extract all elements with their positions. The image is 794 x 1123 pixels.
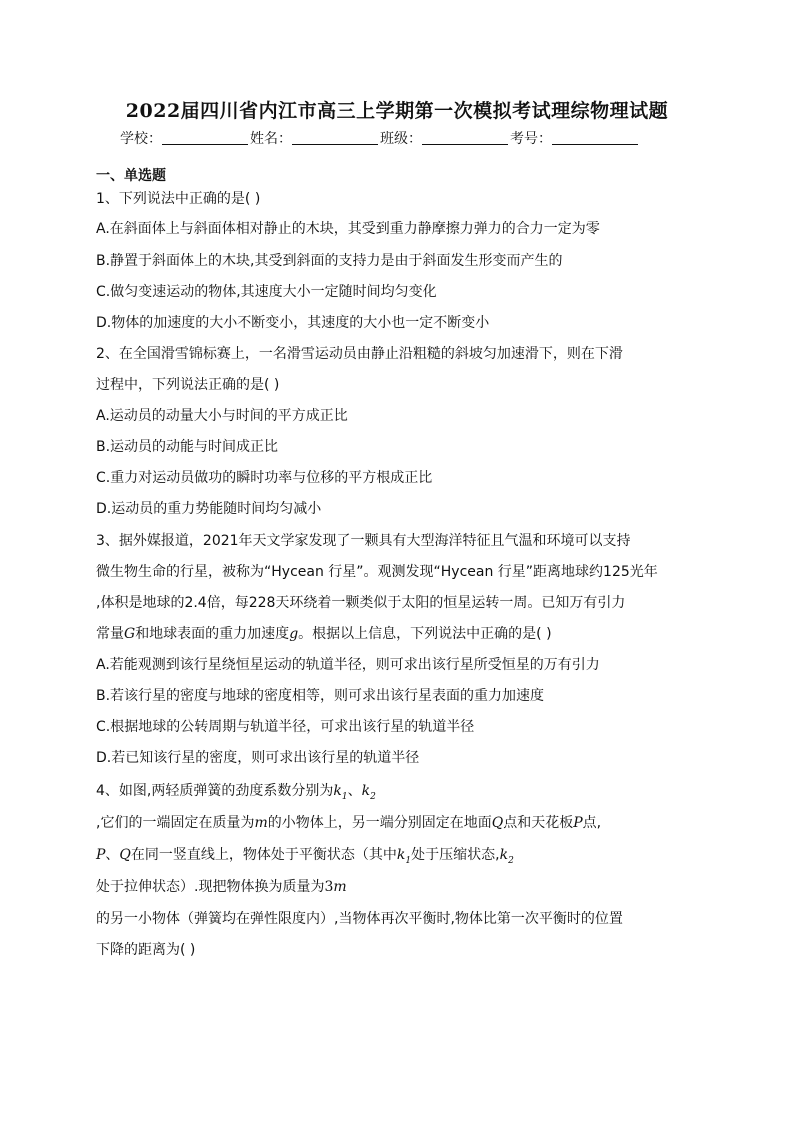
info-school: 学校： — [120, 128, 250, 148]
q4-stem-line1: 4、如图,两轻质弹簧的劲度系数分别为$k_1$、$k_2$ — [96, 783, 376, 802]
school-blank[interactable] — [162, 130, 248, 145]
q3-option-d: D.若已知该行星的密度，则可求出该行星的轨道半径 — [96, 750, 420, 766]
symbol-Q-2: Q — [119, 847, 131, 863]
q2-stem-line2: 过程中，下列说法正确的是( ) — [96, 377, 280, 393]
q1-stem: 1、下列说法中正确的是( ) — [96, 191, 261, 207]
q3-option-a: A.若能观测到该行星绕恒星运动的轨道半径，则可求出该行星所受恒星的万有引力 — [96, 657, 600, 673]
class-blank[interactable] — [422, 130, 508, 145]
symbol-k1: $k_1$ — [333, 783, 348, 802]
q4-stem-line4: 处于拉伸状态）.现把物体换为质量为3m — [96, 879, 347, 895]
q2-stem-line1: 2、在全国滑雪锦标赛上，一名滑雪运动员由静止沿粗糙的斜坡匀加速滑下，则在下滑 — [96, 346, 623, 362]
q2-option-c: C.重力对运动员做功的瞬时功率与位移的平方根成正比 — [96, 470, 433, 486]
info-exam-number: 考号： — [510, 128, 640, 148]
q2-option-b: B.运动员的动能与时间成正比 — [96, 439, 279, 455]
q3-stem-line3: ,体积是地球的2.4倍，每228天环绕着一颗类似于太阳的恒星运转一周。已知万有引力 — [96, 595, 626, 611]
q1-option-c: C.做匀变速运动的物体,其速度大小一定随时间均匀变化 — [96, 284, 437, 300]
symbol-k1-2: $k_1$ — [396, 847, 412, 866]
name-blank[interactable] — [292, 130, 378, 145]
symbol-m-2: m — [333, 879, 347, 895]
q4-stem-line3: P、Q在同一竖直线上，物体处于平衡状态（其中$k_1$处于压缩状态$,k_2$ — [96, 847, 514, 866]
symbol-G: G — [124, 626, 136, 642]
q2-option-d: D.运动员的重力势能随时间均匀减小 — [96, 501, 322, 517]
q4-stem-line5: 的另一小物体（弹簧均在弹性限度内）,当物体再次平衡时,物体比第一次平衡时的位置 — [96, 911, 623, 927]
q1-option-b: B.静置于斜面体上的木块,其受到斜面的支持力是由于斜面发生形变而产生的 — [96, 253, 563, 269]
q4-stem-line2: ,它们的一端固定在质量为m的小物体上，另一端分别固定在地面Q点和天花板P点, — [96, 815, 602, 831]
info-name: 姓名： — [250, 128, 380, 148]
symbol-k2: $k_2$ — [361, 783, 376, 802]
q3-stem-line2: 微生物生命的行星，被称为“Hycean 行星”。观测发现“Hycean 行星”距离地球约125光年 — [96, 564, 658, 580]
q3-stem-line1: 3、据外媒报道，2021年天文学家发现了一颗具有大型海洋特征且气温和环境可以支持 — [96, 533, 631, 549]
exam-number-blank[interactable] — [552, 130, 638, 145]
symbol-g: g — [289, 626, 299, 642]
mass-coefficient: 3 — [324, 879, 334, 895]
q3-option-b: B.若该行星的密度与地球的密度相等，则可求出该行星表面的重力加速度 — [96, 688, 545, 704]
student-info-line — [120, 128, 680, 148]
q3-stem-line4: 常量G和地球表面的重力加速度g。根据以上信息，下列说法中正确的是( ) — [96, 626, 552, 642]
symbol-Q: Q — [491, 815, 504, 831]
exam-title: 2022届四川省内江市高三上学期第一次模拟考试理综物理试题 — [125, 100, 669, 122]
symbol-P: P — [573, 815, 583, 831]
info-class: 班级： — [380, 128, 510, 148]
q1-option-a: A.在斜面体上与斜面体相对静止的木块，其受到重力静摩擦力弹力的合力一定为零 — [96, 221, 600, 237]
q4-stem-line6: 下降的距离为( ) — [96, 942, 196, 958]
q3-option-c: C.根据地球的公转周期与轨道半径，可求出该行星的轨道半径 — [96, 719, 475, 735]
symbol-k2-2: $k_2$ — [499, 847, 514, 866]
symbol-m: m — [254, 815, 268, 831]
q2-option-a: A.运动员的动量大小与时间的平方成正比 — [96, 408, 348, 424]
q1-option-d: D.物体的加速度的大小不断变小，其速度的大小也一定不断变小 — [96, 315, 490, 331]
symbol-P-2: P — [96, 847, 106, 863]
section-heading: 一、单选题 — [96, 168, 166, 184]
